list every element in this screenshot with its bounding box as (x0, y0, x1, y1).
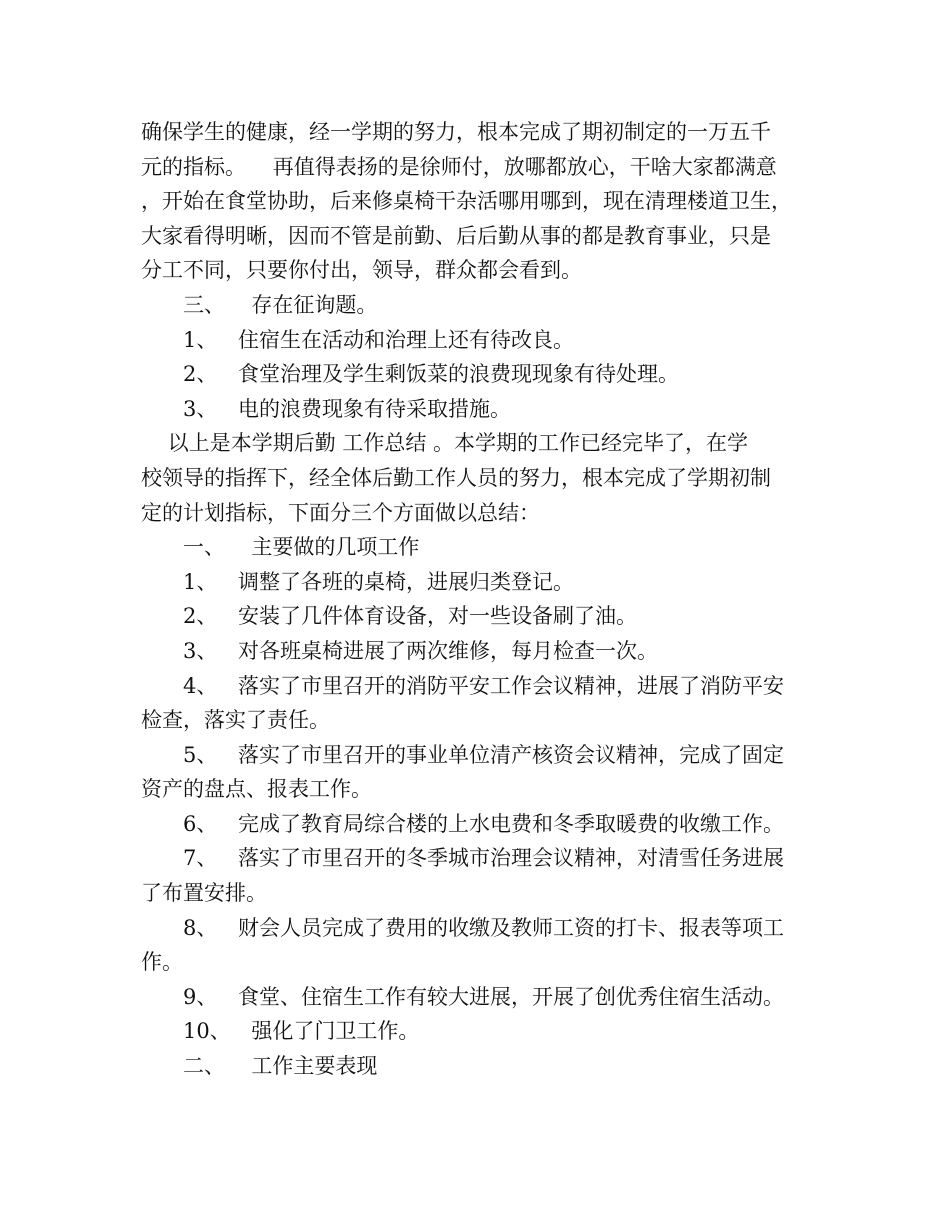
section-heading (141, 288, 821, 323)
list-item-text: 住宿生在活动和治理上还有待改良。 (238, 327, 574, 352)
list-item (141, 599, 821, 634)
list-item-number: 5、 (183, 742, 218, 767)
list-item-text: 食堂治理及学生剩饭菜的浪费现现象有待处理。 (238, 362, 679, 387)
list-item-continuation: 检查，落实了责任。 (141, 708, 330, 733)
list-item-number: 2、 (183, 362, 218, 387)
list-item-number: 9、 (183, 984, 218, 1009)
list-item (141, 565, 821, 600)
list-item-number: 6、 (183, 811, 218, 836)
list-item-number: 7、 (183, 846, 218, 871)
list-item (141, 980, 821, 1015)
section-number: 三、 (183, 292, 225, 317)
paragraph-line: 确保学生的健康，经一学期的努力，根本完成了期初制定的一万五千 (141, 120, 771, 144)
list-item (141, 841, 821, 876)
list-item-continuation: 资产的盘点、报表工作。 (141, 777, 372, 802)
list-item-continuation: 作。 (141, 950, 183, 975)
list-item (141, 323, 821, 358)
list-item-text: 财会人员完成了费用的收缴及教师工资的打卡、报表等项工 (238, 915, 784, 940)
paragraph-line: 元的指标。 再值得表扬的是徐师付，放哪都放心，干啥大家都满意 (141, 154, 777, 179)
list-item (141, 669, 821, 704)
list-item (141, 392, 821, 427)
list-item-text: 电的浪费现象有待采取措施。 (238, 396, 511, 421)
section-title: 工作主要表现 (238, 1054, 378, 1079)
paragraph-line: 定的计划指标，下面分三个方面做以总结： (141, 500, 540, 525)
list-item-text: 对各班桌椅进展了两次维修，每月检查一次。 (238, 638, 658, 663)
document-body (141, 115, 821, 1084)
paragraph-line: 分工不同，只要你付出，领导，群众都会看到。 (141, 258, 582, 283)
section-number: 二、 (183, 1054, 225, 1079)
list-item (141, 738, 821, 773)
section-heading (141, 1049, 821, 1084)
list-item-text: 落实了市里召开的事业单位清产核资会议精神，完成了固定 (238, 742, 784, 767)
section-title: 主要做的几项工作 (238, 535, 420, 560)
paragraph-line: 大家看得明晰，因而不管是前勤、后后勤从事的都是教育事业，只是 (141, 223, 771, 248)
section-heading (141, 530, 821, 565)
paragraph-line: ，开始在食堂协助，后来修桌椅干杂活哪用哪到，现在清理楼道卫生， (141, 189, 792, 214)
list-item-text: 强化了门卫工作。 (238, 1019, 420, 1044)
list-item-text: 落实了市里召开的冬季城市治理会议精神，对清雪任务进展 (238, 846, 784, 871)
paragraph-line: 校领导的指挥下，经全体后勤工作人员的努力，根本完成了学期初制 (141, 465, 771, 490)
list-item-number: 4、 (183, 673, 218, 698)
list-item (141, 807, 821, 842)
paragraph-line: 以上是本学期后勤 工作总结 。本学期的工作已经完毕了，在学 (141, 431, 749, 456)
list-item (141, 357, 821, 392)
list-item-text: 完成了教育局综合楼的上水电费和冬季取暖费的收缴工作。 (238, 811, 784, 836)
list-item-number: 1、 (183, 569, 218, 594)
list-item-text: 调整了各班的桌椅，进展归类登记。 (238, 569, 574, 594)
section-title: 存在征询题。 (238, 292, 378, 317)
list-item-text: 落实了市里召开的消防平安工作会议精神，进展了消防平安 (238, 673, 784, 698)
list-item (141, 634, 821, 669)
list-item-number: 1、 (183, 327, 218, 352)
list-item-number: 2、 (183, 604, 218, 629)
section-number: 一、 (183, 535, 225, 560)
list-item-text: 食堂、住宿生工作有较大进展，开展了创优秀住宿生活动。 (238, 984, 784, 1009)
list-item-number: 8、 (183, 915, 218, 940)
list-item-number: 3、 (183, 638, 218, 663)
list-item-number: 3、 (183, 396, 218, 421)
list-item-continuation: 了布置安排。 (141, 881, 267, 906)
list-item-number: 10、 (183, 1019, 231, 1044)
list-item (141, 911, 821, 946)
list-item-text: 安装了几件体育设备，对一些设备刷了油。 (238, 604, 637, 629)
list-item (141, 1014, 821, 1049)
